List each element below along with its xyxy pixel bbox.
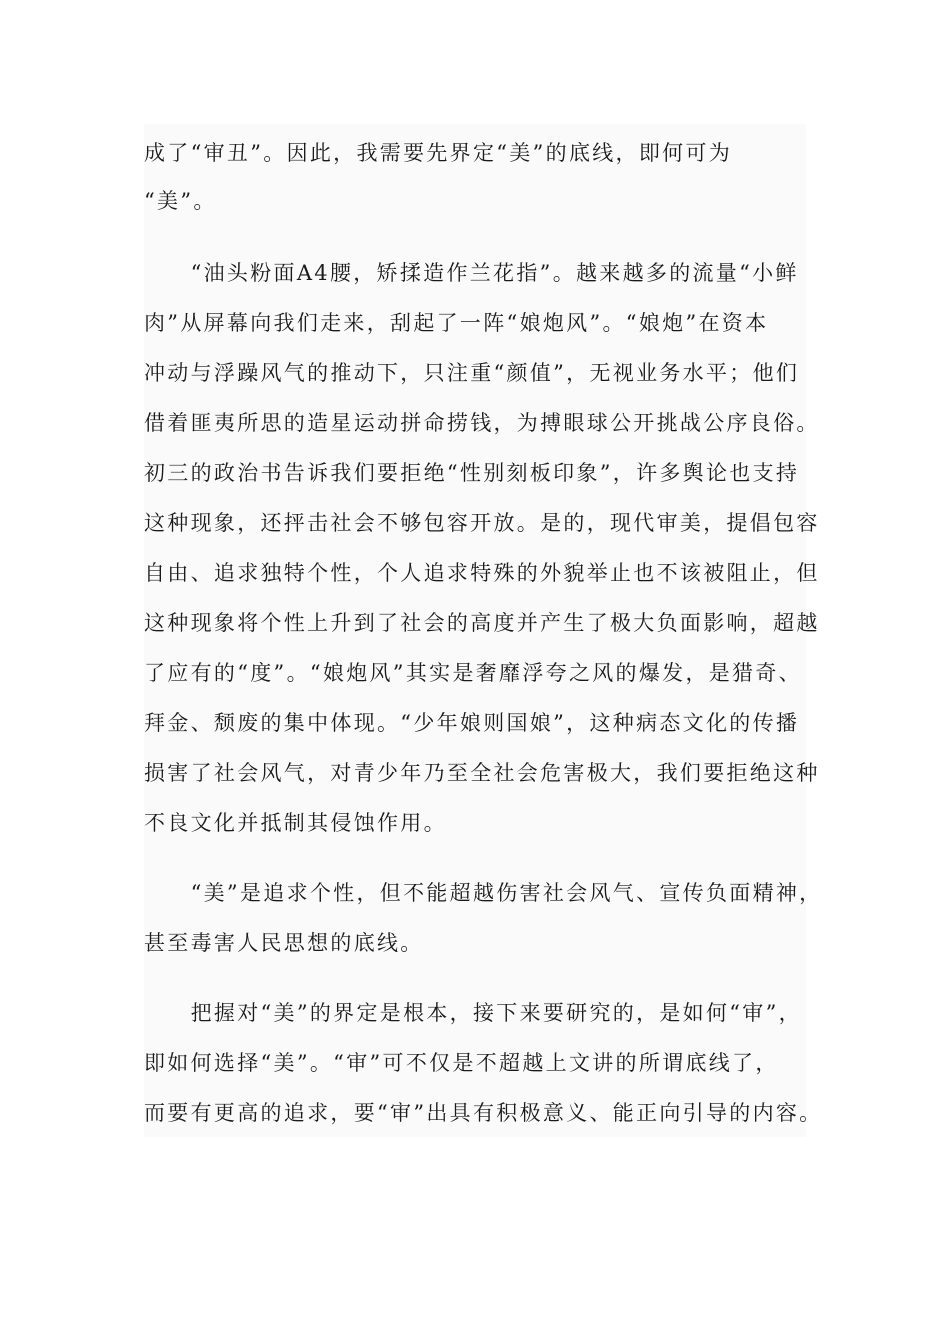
text-line: 成了“审丑”。因此，我需要先界定“美”的底线，即何可为 — [144, 141, 733, 165]
text-line: 肉”从屏幕向我们走来，刮起了一阵“娘炮风”。“娘炮”在资本 — [144, 311, 769, 335]
text-line: 即如何选择“美”。“审”可不仅是不超越上文讲的所谓底线了， — [144, 1051, 779, 1075]
text-line: 损害了社会风气，对青少年乃至全社会危害极大，我们要拒绝这种 — [144, 761, 820, 785]
text-line: 甚至毒害人民思想的底线。 — [144, 931, 424, 955]
text-line: 而要有更高的追求，要“审”出具有积极意义、能正向引导的内容。 — [144, 1101, 823, 1125]
text-line: 了应有的“度”。“娘炮风”其实是奢靡浮夸之风的爆发，是猎奇、 — [144, 661, 802, 685]
text-line: 冲动与浮躁风气的推动下，只注重“颜值”，无视业务水平；他们 — [144, 361, 800, 385]
text-line: 把握对“美”的界定是根本，接下来要研究的，是如何“审”， — [144, 1001, 802, 1025]
document-body — [144, 124, 823, 1137]
text-line: 借着匪夷所思的造星运动拼命捞钱，为搏眼球公开挑战公序良俗。 — [144, 411, 820, 435]
text-line: 拜金、颓废的集中体现。“少年娘则国娘”，这种病态文化的传播 — [144, 711, 800, 735]
text-line: 不良文化并抵制其侵蚀作用。 — [144, 811, 447, 835]
text-line: “美”。 — [144, 189, 217, 213]
text-line: 初三的政治书告诉我们要拒绝“性别刻板印象”，许多舆论也支持 — [144, 461, 800, 485]
text-line: 这种现象将个性上升到了社会的高度并产生了极大负面影响，超越 — [144, 611, 820, 635]
text-line: 这种现象，还抨击社会不够包容开放。是的，现代审美，提倡包容 — [144, 511, 820, 535]
text-line: “油头粉面A4腰，矫揉造作兰花指”。越来越多的流量“小鲜 — [144, 261, 799, 285]
text-line: “美”是追求个性，但不能超越伤害社会风气、宣传负面精神， — [144, 881, 823, 905]
text-line: 自由、追求独特个性，个人追求特殊的外貌举止也不该被阻止，但 — [144, 561, 820, 585]
